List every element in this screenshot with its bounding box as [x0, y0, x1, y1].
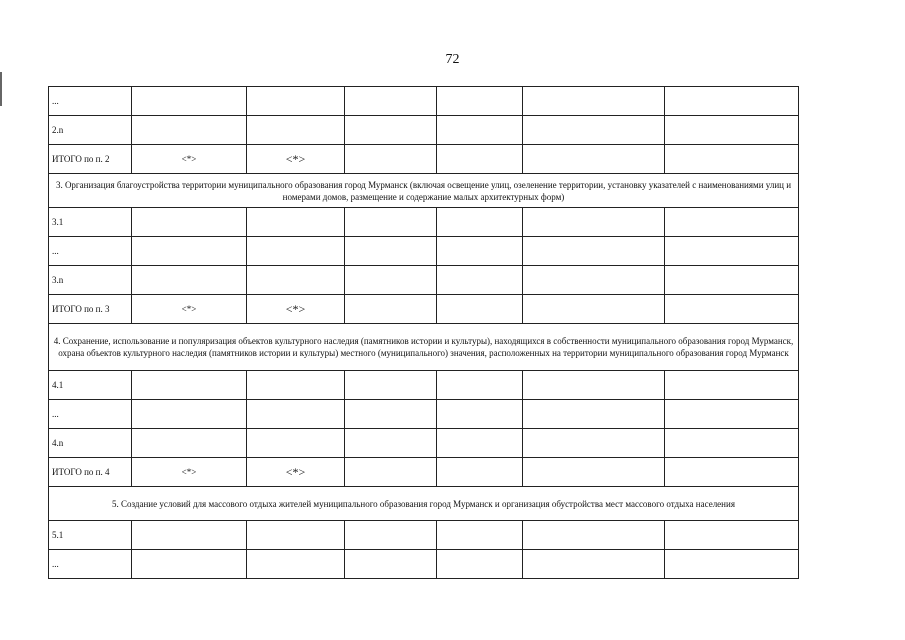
total-label: ИТОГО по п. 2: [49, 145, 132, 174]
total-row: [49, 458, 799, 487]
section-heading-row: [49, 487, 799, 521]
section-heading-row: [49, 174, 799, 208]
total-label: ИТОГО по п. 4: [49, 458, 132, 487]
footnote-mark: <*>: [132, 295, 247, 324]
table-row: [49, 429, 799, 458]
table-row: [49, 208, 799, 237]
row-label: 3.n: [49, 266, 132, 295]
table-row: [49, 371, 799, 400]
table-row: [49, 87, 799, 116]
page-number: 72: [445, 52, 460, 67]
row-label: 2.n: [49, 116, 132, 145]
row-label: ...: [49, 550, 132, 579]
row-label: 4.1: [49, 371, 132, 400]
row-label: ...: [49, 400, 132, 429]
section-heading: 4. Сохранение, использование и популяризация объектов культурного наследия (памятников истории и культуры), находящихся в собственности муниципального образования город Мурманск, охрана объектов культурного наследия (памятников истории и культуры) местного (муниципального) значения, расположенных на территории муниципального образования город Мурманск: [49, 324, 799, 371]
row-label: ...: [49, 87, 132, 116]
total-row: [49, 145, 799, 174]
table-row: [49, 550, 799, 579]
scan-artifact-line: [0, 72, 2, 106]
row-label: 3.1: [49, 208, 132, 237]
table-row: [49, 266, 799, 295]
budget-table: [48, 86, 799, 579]
row-label: ...: [49, 237, 132, 266]
footnote-mark: <*>: [247, 145, 345, 174]
footnote-mark: <*>: [247, 295, 345, 324]
row-label: 5.1: [49, 521, 132, 550]
footnote-mark: <*>: [247, 458, 345, 487]
section-heading: 5. Создание условий для массового отдыха жителей муниципального образования город Мурманск и организация обустройства мест массового отдыха населения: [49, 487, 799, 521]
footnote-mark: <*>: [132, 145, 247, 174]
table-row: [49, 400, 799, 429]
table-row: [49, 116, 799, 145]
section-heading-row: [49, 324, 799, 371]
section-heading: 3. Организация благоустройства территории муниципального образования город Мурманск (включая освещение улиц, озеленение территории, установку указателей с наименованиями улиц и номерами домов, размещение и содержание малых архитектурных форм): [49, 174, 799, 208]
table-row: [49, 237, 799, 266]
table-row: [49, 521, 799, 550]
row-label: 4.n: [49, 429, 132, 458]
total-row: [49, 295, 799, 324]
footnote-mark: <*>: [132, 458, 247, 487]
total-label: ИТОГО по п. 3: [49, 295, 132, 324]
